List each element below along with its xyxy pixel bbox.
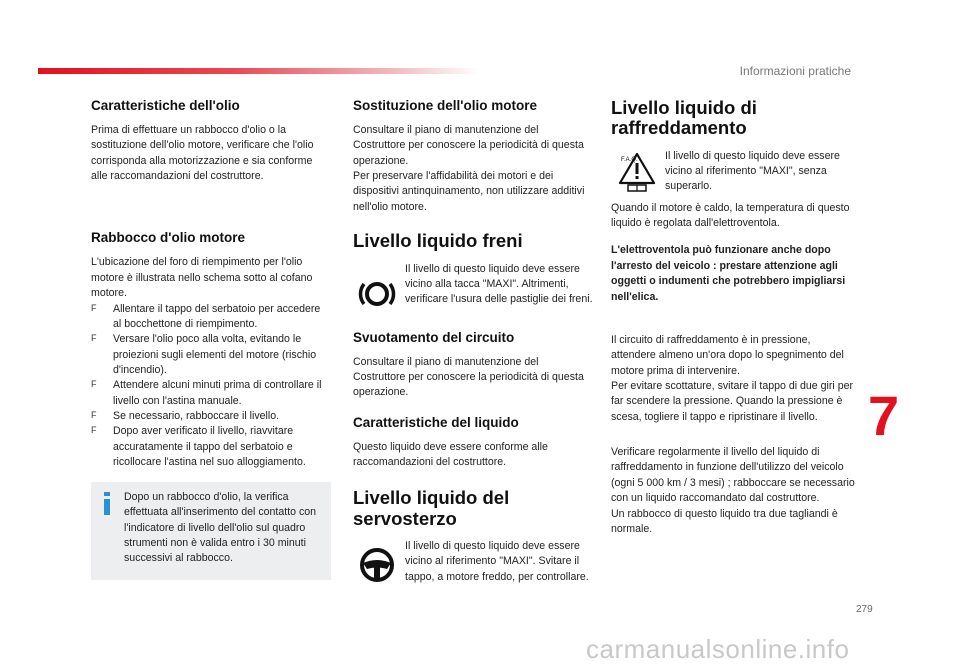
list-item: F Allentare il tappo del serbatoio per accedere al bocchettone di riempimento. — [91, 302, 321, 330]
coolant-check-text: Verificare regolarmente il livello del liquido di raffreddamento in funzione dell'utilizzo del veicolo (ogni 5 000 km / 3 mesi) ; rabboccare se necessario con un liquido raccomandato dal costruttore. Un rabbocco di questo liquido tra due tagliandi è normale. — [611, 446, 855, 535]
steering-wheel-icon — [357, 545, 397, 585]
info-note-box — [91, 482, 331, 580]
coolant-hot-text: Quando il motore è caldo, la temperatura di questo liquido è regolata dall'elettroventola. — [611, 201, 850, 230]
oil-topup-heading: Rabbocco d'olio motore — [91, 230, 245, 246]
warning-manual-icon — [617, 151, 657, 193]
coolant-level-row — [611, 149, 856, 195]
oil-characteristics-heading: Caratteristiche dell'olio — [91, 98, 240, 113]
list-item: F Se necessario, rabboccare il livello. — [91, 410, 280, 423]
page-number: 279 — [856, 604, 873, 615]
power-steering-heading: Livello liquido del servosterzo — [353, 487, 510, 529]
list-item: F Versare l'olio poco alla volta, evitando le proiezioni sugli elementi del motore (rischio d'incendio). — [91, 333, 317, 376]
header-accent-bar — [38, 68, 480, 74]
coolant-pressure-text: Il circuito di raffreddamento è in pressione, attendere almeno un'ora dopo lo spegnimento del motore prima di intervenire. Per evitare scottature, svitare il tappo di due giri per far scendere la pressione. Quando la pressione è scesa, togliere il tappo e ripristinare il livello. — [611, 333, 854, 423]
power-steering-row — [353, 539, 593, 585]
fan-warning-text: L'elettroventola può funzionare anche dopo l'arresto del veicolo : prestare attenzione agli oggetti o indumenti che potrebbero impigliarsi nell'elica. — [611, 244, 846, 303]
chapter-number: 7 — [868, 384, 900, 447]
bullet-marker: F — [91, 302, 97, 313]
coolant-level-text: Il livello di questo liquido deve essere vicino al riferimento "MAXI", senza superarlo. — [665, 149, 840, 193]
info-note-text: Dopo un rabbocco d'olio, la verifica effettuata all'inserimento del contatto con l'indicatore di livello dell'olio sul quadro strumenti non è valida entro i 30 minuti successivi al rabbocco. — [124, 491, 317, 565]
power-steering-text: Il livello di questo liquido deve essere vicino al riferimento "MAXI". Svitare il tappo, a motore freddo, per controllare. — [405, 539, 589, 583]
column-coolant — [611, 98, 856, 537]
oil-topup-intro: L'ubicazione del foro di riempimento per l'olio motore è illustrata nello schema sotto al cofano motore. — [91, 256, 313, 300]
oil-change-heading: Sostituzione dell'olio motore — [353, 98, 537, 113]
oil-change-text: Consultare il piano di manutenzione del Costruttore per conoscere la periodicità di questa operazione. Per preservare l'affidabilità dei motori e dei dispositivi antinquinamento, non utilizzare additivi nell'olio motore. — [353, 124, 585, 213]
circuit-drain-text: Consultare il piano di manutenzione del Costruttore per conoscere la periodicità di questa operazione. — [353, 355, 584, 399]
brake-fluid-heading: Livello liquido freni — [353, 230, 523, 252]
brake-fluid-row — [353, 262, 593, 314]
column-oil — [91, 98, 331, 470]
list-item: F Attendere alcuni minuti prima di controllare il livello con l'astina manuale. — [91, 379, 322, 407]
section-label: Informazioni pratiche — [739, 64, 851, 78]
oil-characteristics-text: Prima di effettuare un rabbocco d'olio o la sostituzione dell'olio motore, verificare che l'olio corrisponda alla motorizzazione e sia conforme alle raccomandazioni del costruttore. — [91, 124, 314, 183]
brake-fluid-text: Il livello di questo liquido deve essere vicino alla tacca "MAXI". Altrimenti, verificare l'usura delle pastiglie dei freni. — [405, 262, 593, 306]
warning-label: F.A.Q. — [621, 156, 638, 163]
bullet-marker: F — [91, 379, 97, 390]
circuit-drain-heading: Svuotamento del circuito — [353, 329, 515, 345]
brake-warning-icon — [357, 274, 397, 314]
oil-topup-steps — [91, 302, 331, 471]
fluid-characteristics-heading: Caratteristiche del liquido — [353, 414, 519, 430]
bullet-marker: F — [91, 333, 97, 344]
watermark: carmanualsonline.info — [586, 634, 850, 664]
list-item: F Dopo aver verificato il livello, riavvitare accuratamente il tappo del serbatoio e ricollocare l'astina nel suo alloggiamento. — [91, 425, 306, 469]
info-icon — [101, 492, 113, 514]
bullet-marker: F — [91, 425, 97, 436]
fluid-characteristics-text: Questo liquido deve essere conforme alle raccomandazioni del costruttore. — [353, 440, 548, 468]
column-fluids — [353, 98, 593, 585]
bullet-marker: F — [91, 410, 97, 421]
coolant-heading: Livello liquido di raffreddamento — [611, 97, 757, 139]
